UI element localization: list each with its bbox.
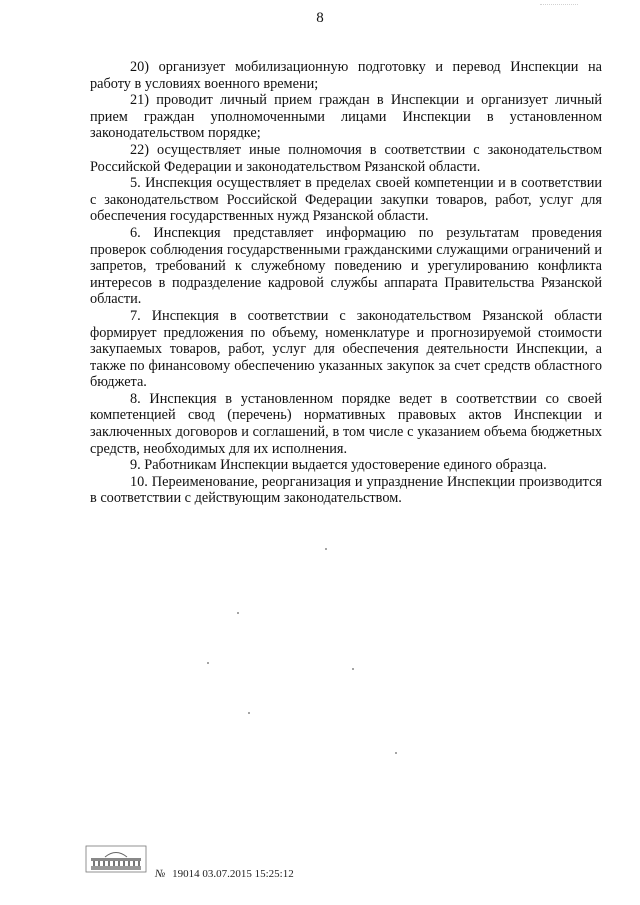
- scan-artifact: [540, 4, 578, 13]
- scan-speck: [352, 668, 354, 670]
- page-number: 8: [316, 10, 324, 26]
- registration-stamp-text: [155, 868, 294, 880]
- paragraph-10: 10. Переименование, реорганизация и упразднение Инспекции производится в соответствии с действующим законодательством.: [90, 473, 602, 507]
- paragraph-8: 8. Инспекция в установленном порядке ведет в соответствии со своей компетенцией свод (перечень) нормативных правовых актов Инспекции и заключенных договоров и соглашений, в том числе с указанием объема бюджетных средств, необходимых для их исполнения.: [90, 390, 602, 457]
- paragraph-item-20: 20) организует мобилизационную подготовку и перевод Инспекции на работу в условиях военного времени;: [90, 59, 602, 92]
- registry-stamp-icon: [85, 845, 147, 873]
- scan-speck: [207, 662, 209, 664]
- paragraph-9: 9. Работникам Инспекции выдается удостоверение единого образца.: [130, 457, 547, 474]
- scan-speck: [248, 712, 250, 714]
- registration-date: 03.07.2015: [202, 868, 252, 880]
- paragraph-item-21: 21) проводит личный прием граждан в Инспекции и организует личный прием граждан уполномоченными лицами Инспекции в установленном законодательством порядке;: [90, 92, 602, 142]
- scan-speck: [325, 548, 327, 550]
- paragraph-7: 7. Инспекция в соответствии с законодательством Рязанской области формирует предложения по объему, номенклатуре и прогнозируемой стоимости закупаемых товаров, работ, услуг для обеспечения деятельности Инспекции, а также по финансовому обеспечению указанных закупок за счет средств областного бюджета.: [90, 307, 602, 391]
- number-sign: №: [155, 868, 166, 880]
- paragraph-6: 6. Инспекция представляет информацию по результатам проведения проверок соблюдения государственными гражданскими служащими ограничений и запретов, требований к служебному поведению и урегулированию конфликта интересов в подразделение кадровой службы аппарата Правительства Рязанской области.: [90, 224, 602, 308]
- registration-time: 15:25:12: [254, 868, 294, 880]
- scan-speck: [395, 752, 397, 754]
- scan-speck: [237, 612, 239, 614]
- document-body: [90, 59, 602, 507]
- paragraph-item-22: 22) осуществляет иные полномочия в соответствии с законодательством Российской Федерации и законодательством Рязанской области.: [90, 141, 602, 175]
- paragraph-5: 5. Инспекция осуществляет в пределах своей компетенции и в соответствии с законодательством Российской Федерации закупки товаров, работ, услуг для обеспечения государственных нужд Рязанской области.: [90, 175, 602, 225]
- registration-number: 19014: [172, 868, 200, 880]
